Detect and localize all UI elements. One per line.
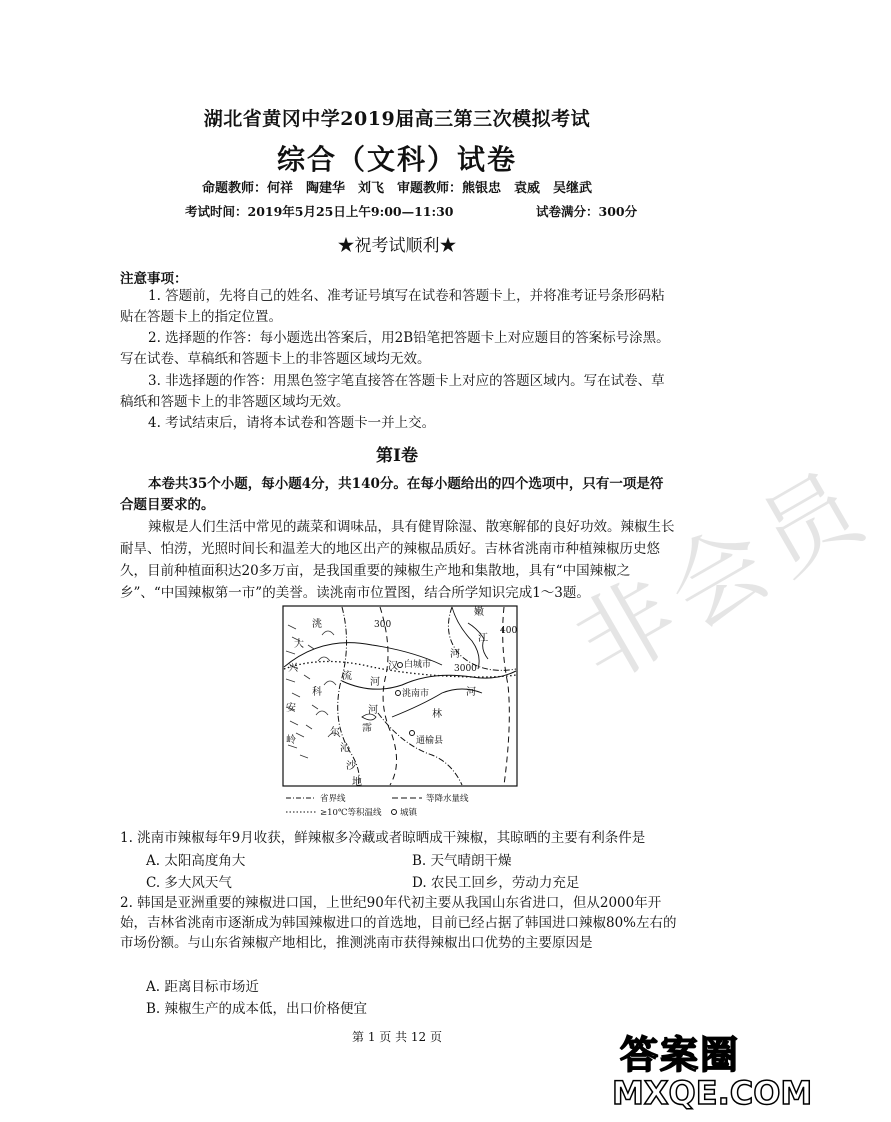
watermark-logo-bottom: MXQE.COM [612,1074,813,1112]
taonan-location-map [282,605,518,817]
question-2-stem: 2. 韩国是亚洲重要的辣椒进口国，上世纪90年代初主要从我国山东省进口，但从2000年开始，吉林省洮南市逐渐成为韩国辣椒进口的首选地，目前已经占据了韩国进口辣椒80%左右的市场份额。与山东省辣椒产地相比，推测洮南市获得辣椒出口优势的主要原因是 [120,895,677,951]
reading-passage: 辣椒是人们生活中常见的蔬菜和调味品，具有健胃除湿、散寒解郁的良好功效。辣椒生长耐旱、怕涝，光照时间长和温差大的地区出产的辣椒品质好。吉林省洮南市种植辣椒历史悠久，目前种植面积达20多万亩，是我国重要的辣椒生产地和集散地，具有“中国辣椒之乡”、“中国辣椒第一市”的美誉。读洮南市位置图，结合所学知识完成1～3题。 [120,519,675,601]
town-tongyu [410,731,415,736]
map-label-liu: 流 [342,671,352,682]
section-title: 第Ⅰ卷 [376,446,418,466]
notice-item-1: 1. 答题前，先将自己的姓名、准考证号填写在试卷和答题卡上，并将准考证号条形码粘贴在答题卡上的指定位置。 [120,288,665,325]
map-label-he4: 河 [368,705,378,716]
map-label-tongyu: 通榆县 [416,736,444,746]
map-legend [286,793,469,818]
notice-item-2: 2. 选择题的作答：每小题选出答案后，用2B铅笔把答题卡上对应题目的答案标号涂黑。写在试卷、草稿纸和答题卡上的非答题区域均无效。 [120,330,670,367]
map-label-tao: 洮 [312,619,322,630]
town-taonan [396,691,401,696]
town-baicheng [398,663,403,668]
question-1-option-c[interactable]: C. 多大风天气 [146,875,232,891]
map-label-taonan: 洮南市 [402,689,430,699]
map-label-xing: 兴 [288,663,298,674]
notice-item-3: 3. 非选择题的作答：用黑色签字笔直接答在答题卡上对应的答题区域内。写在试卷、草稿纸和答题卡上的非答题区域均无效。 [120,373,665,410]
map-label-ke: 科 [312,687,322,698]
question-1-option-b[interactable]: B. 天气晴朗干燥 [412,853,512,869]
map-label-qin: 沁 [340,743,350,754]
full-score: 试卷满分：300分 [536,204,638,219]
map-label-ling: 岭 [286,735,296,746]
question-1-stem: 1. 洮南市辣椒每年9月收获，鲜辣椒多冷藏或者晾晒成干辣椒，其晾晒的主要有利条件是 [120,830,646,846]
section-instruction: 本卷共35个小题，每小题4分，共140分。在每小题给出的四个选项中，只有一项是符合题目要求的。 [120,476,664,513]
legend-isohyet: 等降水量线 [426,794,469,804]
map-label-lin: 林 [432,709,442,720]
page-number: 第 1 页 共 12 页 [352,1030,442,1044]
exam-subtitle: 综合（文科）试卷 [276,143,517,176]
watermark-text: 非会员 [557,446,889,703]
map-label-he1: 河 [450,649,460,660]
map-label-3000: 3000 [454,664,477,674]
map-label-an: 安 [286,703,296,714]
map-label-er: 尔 [330,727,340,738]
map-label-han: 汉 [388,661,398,672]
map-label-di: 地 [352,777,362,788]
map-label-sha: 沙 [346,761,356,772]
map-label-pei: 霈 [362,723,372,734]
map-label-da: 大 [294,639,304,650]
notice-heading: 注意事项： [120,271,188,287]
map-label-nen: 嫩 [474,607,484,618]
watermark-logo-top: 答案圈 [620,1033,741,1077]
map-label-400: 400 [500,626,518,636]
map-label-baicheng: 白城市 [404,660,432,670]
question-2-option-b[interactable]: B. 辣椒生产的成本低，出口价格便宜 [146,1001,368,1017]
question-1-option-a[interactable]: A. 太阳高度角大 [146,853,246,869]
map-label-he2: 河 [370,677,380,688]
map-label-he3: 河 [466,687,476,698]
question-2-option-a[interactable]: A. 距离目标市场近 [146,979,259,995]
map-label-300: 300 [374,620,392,630]
notice-item-4: 4. 考试结束后，请将本试卷和答题卡一并上交。 [148,415,436,431]
wish-line: ★祝考试顺利★ [337,236,457,256]
legend-town: 城镇 [400,808,418,818]
question-1-option-d[interactable]: D. 农民工回乡，劳动力充足 [412,875,580,891]
legend-isotherm: ≥10℃等积温线 [320,808,382,818]
legend-province: 省界线 [320,794,346,804]
exam-time: 考试时间：2019年5月25日上午9:00—11:30 [185,204,454,219]
map-label-jiang: 江 [478,633,488,644]
teachers-line: 命题教师：何祥 陶建华 刘飞 审题教师：熊银忠 袁威 吴继武 [201,181,592,196]
exam-title: 湖北省黄冈中学2019届高三第三次模拟考试 [203,108,591,130]
